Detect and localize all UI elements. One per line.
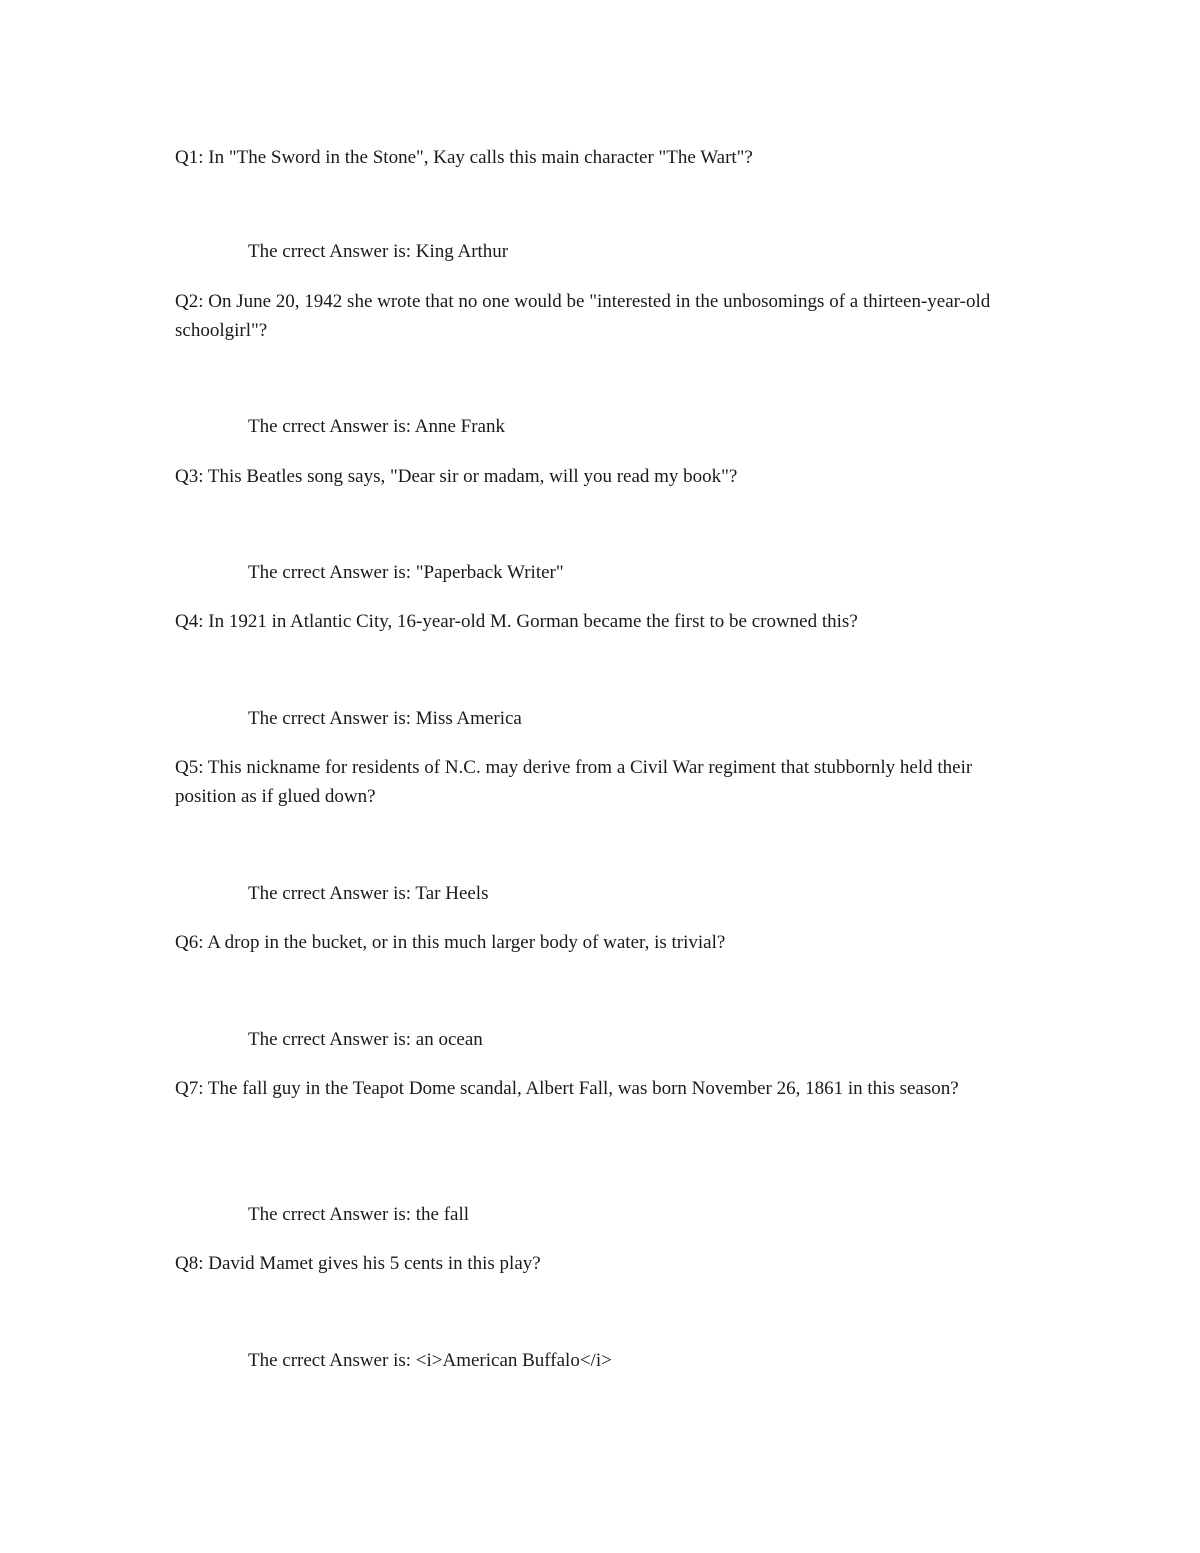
answer-8: The crrect Answer is: <i>American Buffalo</i> [248, 1350, 612, 1371]
answer-4: The crrect Answer is: Miss America [248, 708, 522, 729]
question-1: Q1: In "The Sword in the Stone", Kay calls this main character "The Wart"? [175, 147, 753, 168]
question-7: Q7: The fall guy in the Teapot Dome scandal, Albert Fall, was born November 26, 1861 in this season? [175, 1078, 959, 1099]
question-6: Q6: A drop in the bucket, or in this much larger body of water, is trivial? [175, 932, 726, 953]
answer-3: The crrect Answer is: "Paperback Writer" [248, 562, 564, 583]
answer-6: The crrect Answer is: an ocean [248, 1029, 483, 1050]
answer-7: The crrect Answer is: the fall [248, 1204, 470, 1225]
question-8: Q8: David Mamet gives his 5 cents in this play? [175, 1253, 541, 1274]
answer-2: The crrect Answer is: Anne Frank [248, 416, 505, 437]
question-5: Q5: This nickname for residents of N.C. may derive from a Civil War regiment that stubbornly held their position as if glued down? [175, 757, 973, 807]
answer-5: The crrect Answer is: Tar Heels [248, 883, 489, 904]
question-3: Q3: This Beatles song says, "Dear sir or madam, will you read my book"? [175, 466, 738, 487]
answer-1: The crrect Answer is: King Arthur [248, 241, 509, 262]
question-2: Q2: On June 20, 1942 she wrote that no one would be "interested in the unbosomings of a thirteen-year-old schoolgirl"? [175, 291, 991, 341]
question-4: Q4: In 1921 in Atlantic City, 16-year-old M. Gorman became the first to be crowned this? [175, 611, 858, 632]
